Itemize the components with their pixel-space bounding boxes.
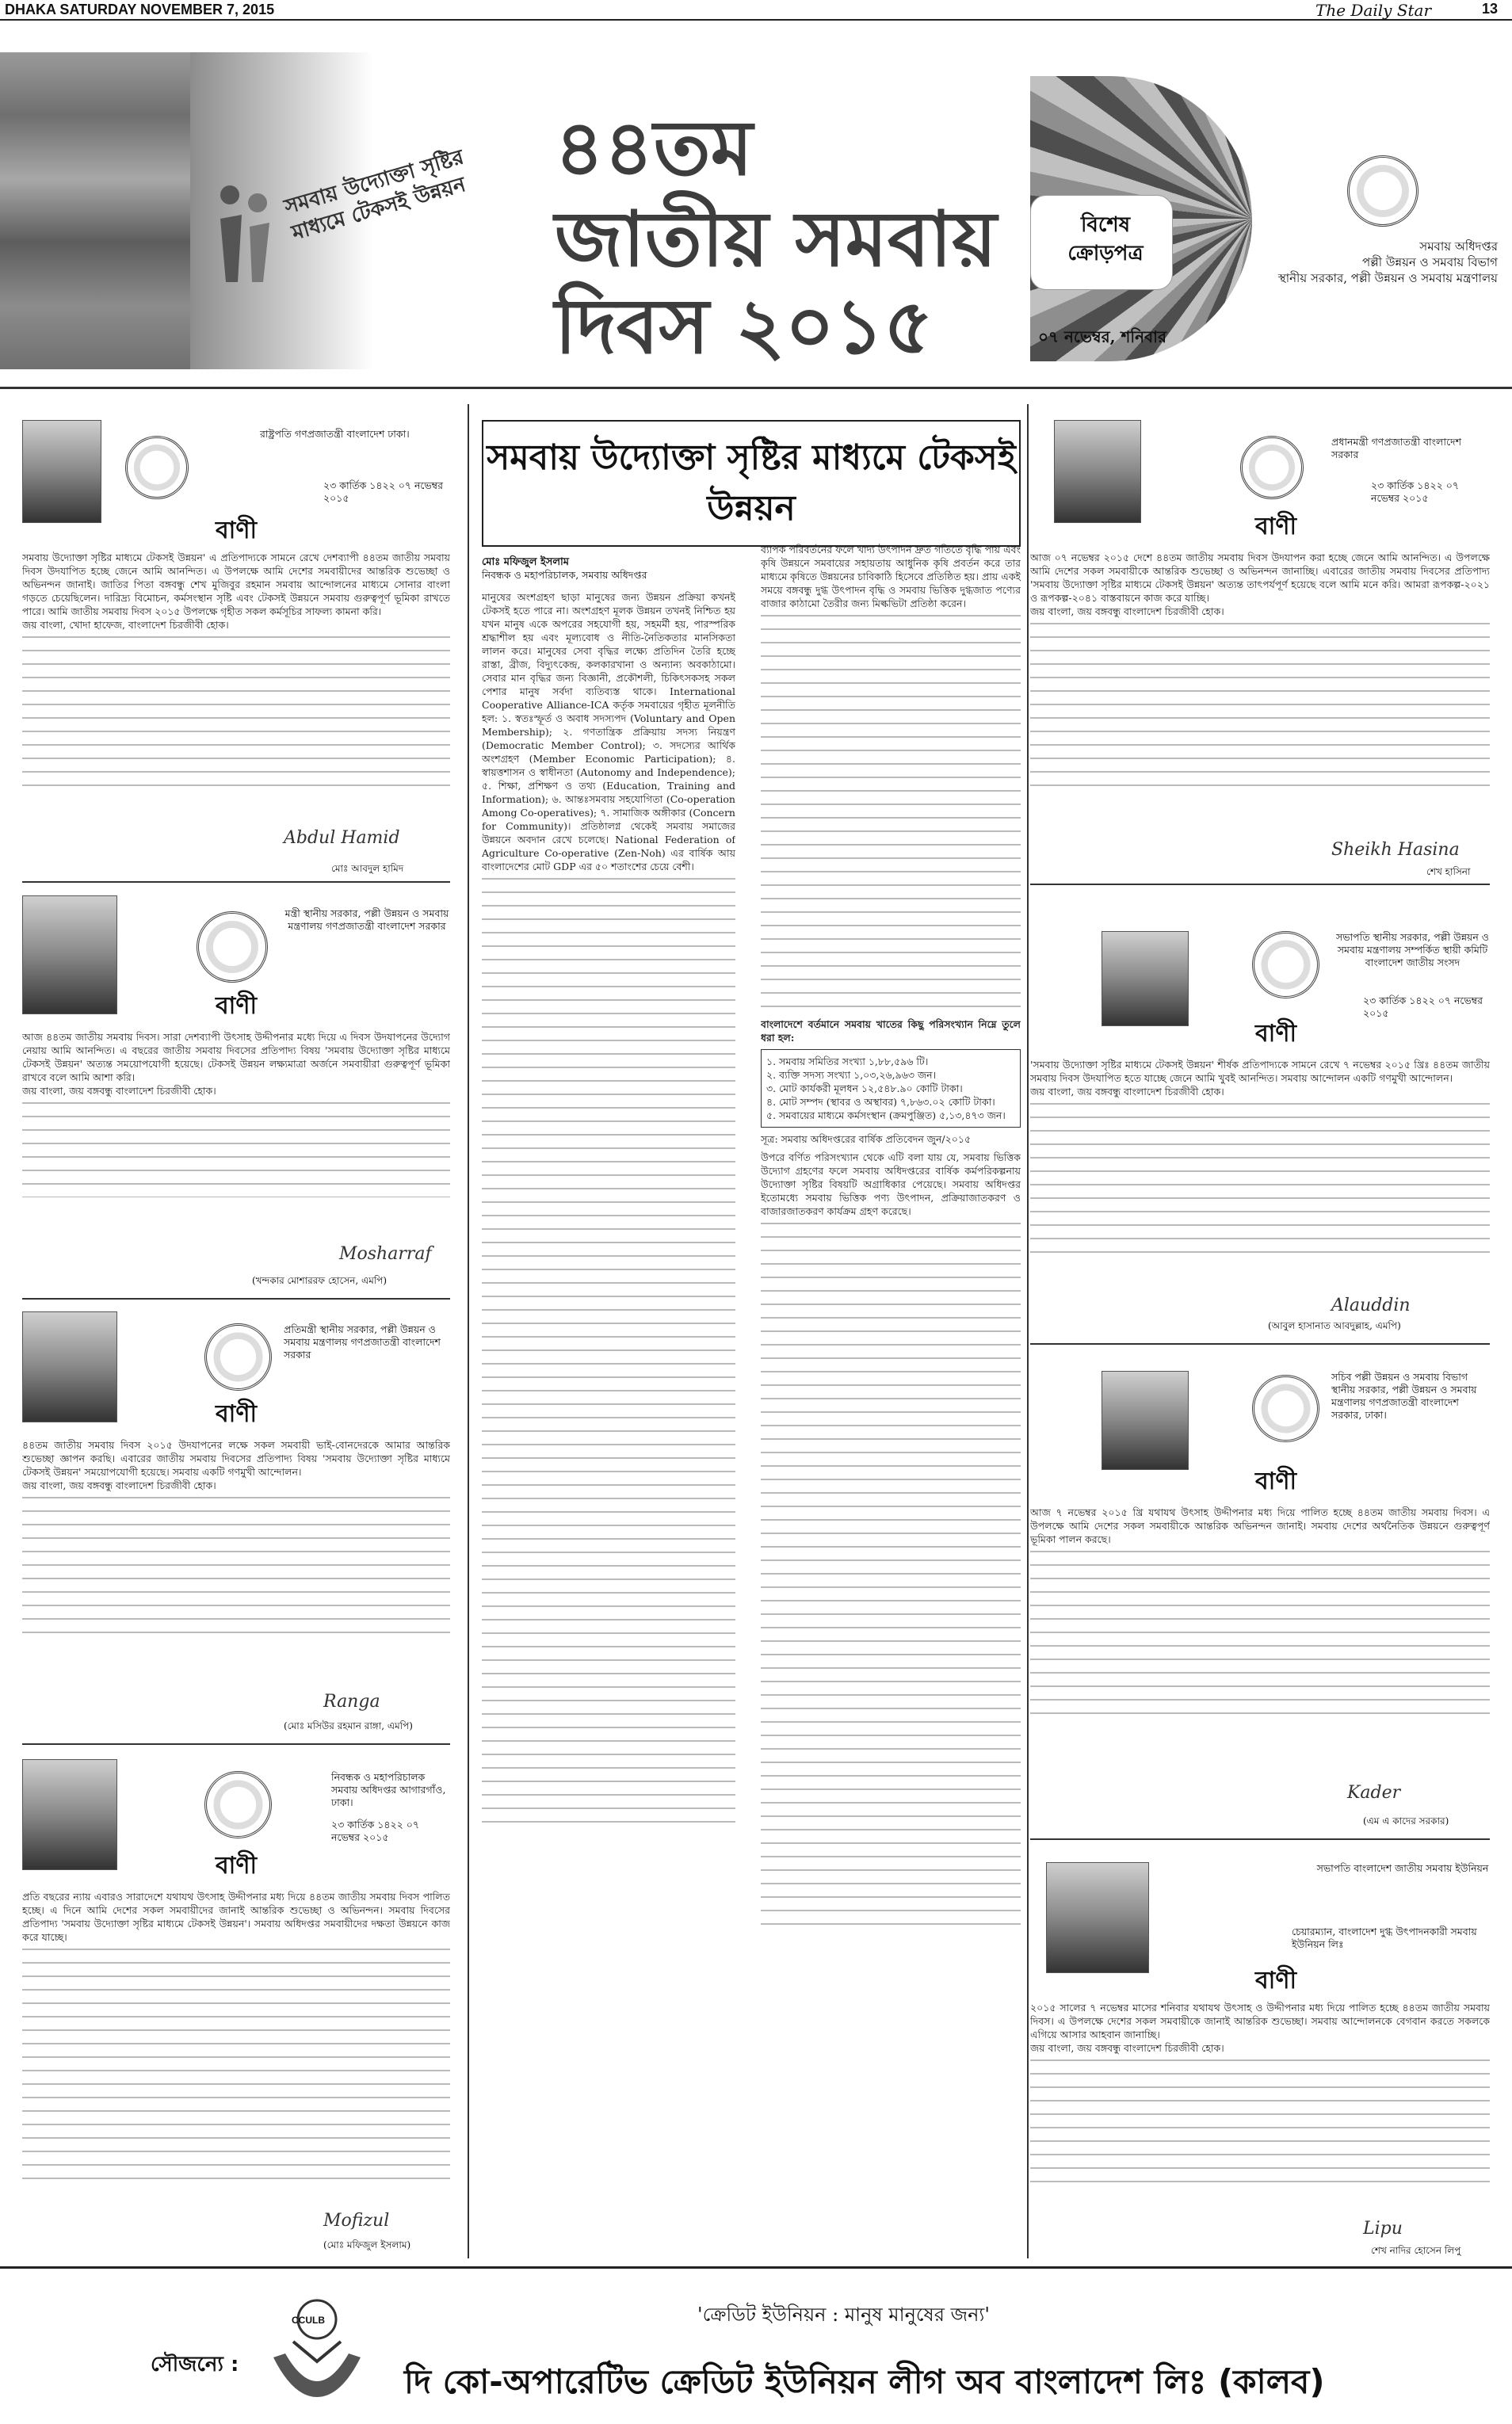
dateline: DHAKA SATURDAY NOVEMBER 7, 2015 <box>5 2 275 17</box>
msg3-name: (এম এ কাদের সরকার) <box>1363 1815 1449 1827</box>
stat-item: ৫. সমবায়ের মাধ্যমে কর্মসংস্থান (ক্রমপুঞ্জিত) ৫,১৩,৪৭৩ জন। <box>766 1109 1006 1121</box>
msg1-date: ২৩ কার্তিক ১৪২২ ০৭ নভেম্বর ২০১৫ <box>323 479 443 504</box>
secretary-seal-icon <box>1252 1375 1319 1442</box>
president-seal-icon <box>125 436 189 499</box>
stats-source: সূত্র: সমবায় অধিদপ্তরের বার্ষিক প্রতিবেদন জুন/২০১৫ <box>761 1133 972 1145</box>
article-author-role: নিবন্ধক ও মহাপরিচালক, সমবায় অধিদপ্তর <box>482 569 647 581</box>
msg2-heading: বাণী <box>215 992 258 1020</box>
article-col-1: মানুষের অংশগ্রহণ ছাড়া মানুষের জন্য উন্নয়ন প্রক্রিয়া কখনই টেকসই হতে পারে না। অংশগ্রহণ মূলক উন্নয়ন তখনই নিশ্চিত হয় যখন মানুষ একে অপরের সহযোগী হয়, সহমর্মী হয়, পারস্পরিক শ্রদ্ধাশীল হয় এবং মূল্যবোধ ও নীতি-নৈতিকতার মানসিকতা লালন করে। মানুষের সেবা বৃদ্ধির লক্ষ্যে প্রতিদিন তৈরি হচ্ছে রাস্তা, ব্রীজ, বিদ্যুৎকেন্দ্র, কলকারখানা ও অন্যান্য অবকাঠামো। সেবার মান বৃদ্ধির জন্য বিজ্ঞানী, প্রকৌশলী, চিকিৎসকসহ সকল পেশার মানুষ সর্বদা ব্যতিব্যস্ত থাকে। International Cooperative Alliance-ICA কর্তৃক সমবায়ের গৃহীত মূলনীতি হল: ১. স্বতঃস্ফূর্ত ও অবাধ সদস্যপদ (Voluntary and Open Membership); ২. গণতান্ত্রিক প্রক্রিয়ায় সদস্য নিয়ন্ত্রণ (Democratic Member Control); ৩. সদস্যের আর্থিক অংশগ্রহণ (Member Economic Participation); ৪. স্বায়ত্তশাসন ও স্বাধীনতা (Autonomy and Independence); ৫. শিক্ষা, প্রশিক্ষণ ও তথ্য (Education, Training and Information); ৬. আন্তঃসমবায় সহযোগিতা (Co-operation Among Co-operatives); ৭. সামাজিক অঙ্গীকার (Concern for Community)। প্রতিষ্ঠালগ্ন থেকেই সমবায় সমাজের উন্নয়নে অবদান রেখে চলেছে। National Federation of Agriculture Co-operative (Zen-Noh) এর বার্ষিক আয় বাংলাদেশের মোট GDP এর ৫০ শতাংশের চেয়ে বেশী। <box>482 590 735 2254</box>
title-line-3: দিবস ২০১৫ <box>555 282 934 371</box>
msg3-role: সচিব পল্লী উন্নয়ন ও সমবায় বিভাগ স্থানীয় সরকার, পল্লী উন্নয়ন ও সমবায় মন্ত্রণালয় গণপ্রজাতন্ত্রী বাংলাদেশ সরকার, ঢাকা। <box>1331 1371 1477 1421</box>
msg2-name: (খন্দকার মোশাররফ হোসেন, এমপি) <box>252 1275 388 1286</box>
page-header <box>0 0 1512 21</box>
msg4-role: নিবন্ধক ও মহাপরিচালক সমবায় অধিদপ্তর আগারগাঁও, ঢাকা। <box>331 1771 446 1808</box>
prime-minister-seal-icon <box>1240 436 1304 499</box>
msg4-date: ২৩ কার্তিক ১৪২২ ০৭ নভেম্বর ২০১৫ <box>331 1819 419 1843</box>
msg3-signature: Ranga <box>323 1692 380 1712</box>
stats-title: বাংলাদেশে বর্তমানে সমবায় খাতের কিছু পরিসংখ্যান নিম্নে তুলে ধরা হল: <box>761 1018 1021 1044</box>
msg4-name: (মোঃ মফিজুল ইসলাম) <box>323 2239 411 2250</box>
registrar-photo <box>22 1759 117 1870</box>
msg4-body: ২০১৫ সালের ৭ নভেম্বর মাসের শনিবার যথাযথ উৎসাহ ও উদ্দীপনার মধ্য দিয়ে পালিত হচ্ছে ৪৪তম জাতীয় সমবায় দিবস। এ উপলক্ষে দেশের সকল সমবায়ীকে জানাই আন্তরিক শুভেচ্ছা। সমবায় আন্দোলনকে বেগবান করতে সকলকে এগিয়ে আসার আহবান জানাচ্ছি। জয় বাংলা, জয় বঙ্গবন্ধু বাংলাদেশ চিরজীবী হোক। <box>1030 2001 1490 2239</box>
msg1-heading: বাণী <box>1254 513 1297 540</box>
msg1-date: ২৩ কার্তিক ১৪২২ ০৭ নভেম্বর ২০১৫ <box>1371 479 1459 504</box>
msg4-body: প্রতি বছরের ন্যায় এবারও সারাদেশে যথাযথ উৎসাহ উদ্দীপনার মধ্য দিয়ে ৪৪তম জাতীয় সমবায় দিবস পালিত হচ্ছে। এ দিনে আমি দেশের সকল সমবায়ীদের জানাই আন্তরিক শুভেচ্ছা ও অভিনন্দন। সমবায় দিবসের প্রতিপাদ্য 'সমবায় উদ্যোক্তা সৃষ্টির মাধ্যমে টেকসই উন্নয়ন'। সমবায় অধিদপ্তর সমবায়ীদের দক্ষতা উন্নয়নে কাজ করে যাচ্ছে। <box>22 1890 450 2207</box>
prime-minister-photo <box>1054 420 1141 523</box>
article-col-2: ব্যাপক পরিবর্তনের ফলে খাদ্য উৎপাদন দ্রুত গতিতে বৃদ্ধি পায় এবং কৃষি উন্নয়নে সমবায়ের সহায়তায় আধুনিক কৃষি প্রবর্তন করে তার মাধ্যমে কৃষিতে উন্নয়নের চাবিকাঠি হিসেবে প্রতিষ্ঠিত হয়। প্রায় একই সময়ে বঙ্গবন্ধু দুগ্ধ উৎপাদন বৃদ্ধি ও সমবায় ভিত্তিক দুগ্ধজাত পণ্যের বাজার কাঠামো তৈরীর জন্য মিল্কভিটা প্রতিষ্ঠা করেন। বাংলাদেশে বর্তমানে সমবায় খাতের কিছু পরিসংখ্যান নিম্নে তুলে ধরা হল: ১. সমবায় সমিতির সংখ্যা ১,৮৮,৫৯৬ টি। ২. ব্যক্তি সদস্য সংখ্যা ১,০৩,২৬,৯৬৩ জন। ৩. মোট কার্যকরী মূলধন ১২,৫৪৮.৯০ কোটি টাকা। ৪. মোট সম্পদ (স্থাবর ও অস্থাবর) ৭,৮৬৩.০২ কোটি টাকা। ৫. সমবায়ের মাধ্যমে কর্মসংস্থান (ক্রমপুঞ্জিত) ৫,১৩,৪৭৩ জন। সূত্র: সমবায় অধিদপ্তরের বার্ষিক প্রতিবেদন জুন/২০১৫ উপরে বর্ণিত পরিসংখ্যান থেকে এটি বলা যায় যে, সমবায় ভিত্তিক উদ্যোগ গ্রহণের ফলে সমবায় অধিদপ্তরের বার্ষিক কর্মপরিকল্পনায় উদ্যোক্তা সৃষ্টির বিষয়টি অগ্রাধিকার পেয়েছে। সমবায় অধিদপ্তর ইতোমধ্যে সমবায় ভিত্তিক পণ্য উৎপাদন, প্রক্রিয়াজাতকরণ ও বাজারজাতকরণ কার্যক্রম গ্রহণ করেছে। <box>761 543 1021 2254</box>
masthead: The Daily Star <box>1315 1 1432 20</box>
msg3-name: (মোঃ মসিউর রহমান রাঙ্গা, এমপি) <box>284 1720 413 1731</box>
msg4-name: শেখ নাদির হোসেন লিপু <box>1371 2245 1461 2256</box>
stat-item: ২. ব্যক্তি সদস্য সংখ্যা ১,০৩,২৬,৯৬৩ জন। <box>766 1069 937 1081</box>
committee-seal-icon <box>1252 931 1319 998</box>
org-line-1: সমবায় অধিদপ্তর <box>1419 239 1498 254</box>
title-line-1: ৪৪তম <box>555 104 753 193</box>
banner-date: ০৭ নভেম্বর, শনিবার <box>1038 327 1166 346</box>
title-line-2: জাতীয় সমবায় <box>555 195 997 284</box>
committee-chair-photo <box>1102 931 1189 1026</box>
msg4-role2: চেয়ারম্যান, বাংলাদেশ দুগ্ধ উৎপাদনকারী সমবায় ইউনিয়ন লিঃ <box>1292 1926 1477 1950</box>
people-logo-icon <box>214 179 277 290</box>
registrar-seal-icon <box>204 1771 272 1838</box>
msg3-heading: বাণী <box>215 1400 258 1428</box>
supplement-banner <box>0 29 1512 377</box>
msg1-heading: বাণী <box>215 517 258 544</box>
msg1-signature: Sheikh Hasina <box>1331 840 1460 860</box>
msg1-body: আজ ০৭ নভেম্বর ২০১৫ দেশে ৪৪তম জাতীয় সমবায় দিবস উদযাপন করা হচ্ছে জেনে আমি আনন্দিত। এ উপলক্ষে আমি দেশের সকল সমবায়ীকে আন্তরিক শুভেচ্ছা ও অভিনন্দন জানাচ্ছি। এবারের জাতীয় সমবায় দিবসের প্রতিপাদ্য 'সমবায় উদ্যোক্তা সৃষ্টির মাধ্যমে টেকসই উন্নয়ন' অত্যন্ত তাৎপর্যপূর্ণ হয়েছে বলে আমি মনে করি। আমরা রূপকল্প-২০২১ ও রূপকল্প-২০৪১ বাস্তবায়নে কাজ করে যাচ্ছি। জয় বাংলা, জয় বঙ্গবন্ধু বাংলাদেশ চিরজীবী হোক। <box>1030 551 1490 836</box>
page-number: 13 <box>1482 1 1499 17</box>
state-minister-photo <box>22 1311 117 1422</box>
state-minister-seal-icon <box>204 1323 272 1391</box>
secretary-photo <box>1102 1371 1189 1470</box>
sponsor-label: সৌজন্যে : <box>151 2353 239 2376</box>
msg2-heading: বাণী <box>1254 1020 1297 1048</box>
banner-rule <box>0 387 1512 389</box>
photo-collage <box>0 52 190 369</box>
minister-seal-icon <box>197 911 268 983</box>
msg1-body: সমবায় উদ্যোক্তা সৃষ্টির মাধ্যমে টেকসই উন্নয়ন' এ প্রতিপাদ্যকে সামনে রেখে দেশব্যাপী ৪৪তম জাতীয় সমবায় দিবস উদযাপিত হচ্ছে জেনে আমি আনন্দিত। এ উপলক্ষে আমি দেশের সমবায়ীদের আন্তরিক শুভেচ্ছা ও অভিনন্দন জানাই। জাতির পিতা বঙ্গবন্ধু শেখ মুজিবুর রহমান সমবায় আন্দোলনের মাধ্যমে সোনার বাংলা গড়তে চেয়েছিলেন। দারিদ্র্য বিমোচন, কর্মসংস্থান সৃষ্টি এবং টেকসই উন্নয়নে সমবায় গুরুত্বপূর্ণ ভূমিকা রাখতে পারে। আমি জাতীয় সমবায় দিবস ২০১৫ উপলক্ষে গৃহীত সকল কর্মসূচির সাফল্য কামনা করি। জয় বাংলা, খোদা হাফেজ, বাংলাদেশ চিরজীবী হোক। <box>22 551 450 820</box>
msg2-signature: Mosharraf <box>339 1244 432 1264</box>
msg3-body: আজ ৭ নভেম্বর ২০১৫ খ্রি যথাযথ উৎসাহ উদ্দীপনার মধ্য দিয়ে পালিত হচ্ছে ৪৪তম জাতীয় সমবায় দিবস। এ উপলক্ষে আমি দেশের সকল সমবায়ীকে আন্তরিক অভিনন্দন জানাই। সমবায় দেশের অর্থনৈতিক উন্নয়নে গুরুত্বপূর্ণ ভূমিকা পালন করছে। <box>1030 1506 1490 1775</box>
msg2-body: আজ ৪৪তম জাতীয় সমবায় দিবস। সারা দেশব্যাপী উৎসাহ উদ্দীপনার মধ্যে দিয়ে এ দিবস উদযাপনের উদ্যোগ নেয়ায় আমি আনন্দিত। এ বছরের জাতীয় সমবায় দিবসের প্রতিপাদ্য বিষয় 'সমবায় উদ্যোক্তা সৃষ্টির মাধ্যমে টেকসই উন্নয়ন' অত্যন্ত সময়োপযোগী হয়েছে। টেকসই উন্নয়ন লক্ষ্যমাত্রা অর্জনে সমবায়ীরা গুরুত্বপূর্ণ ভূমিকা রাখবে বলে আমি আশা করি। জয় বাংলা, জয় বঙ্গবন্ধু বাংলাদেশ চিরজীবী হোক। <box>22 1030 450 1236</box>
stat-item: ৩. মোট কার্যকরী মূলধন ১২,৫৪৮.৯০ কোটি টাকা। <box>766 1082 963 1094</box>
article-col-2-cont: উপরে বর্ণিত পরিসংখ্যান থেকে এটি বলা যায় যে, সমবায় ভিত্তিক উদ্যোগ গ্রহণের ফলে সমবায় অধিদপ্তরের বার্ষিক কর্মপরিকল্পনায় উদ্যোক্তা সৃষ্টির বিষয়টি অগ্রাধিকার পেয়েছে। সমবায় অধিদপ্তর ইতোমধ্যে সমবায় ভিত্তিক পণ্য উৎপাদন, প্রক্রিয়াজাতকরণ ও বাজারজাতকরণ কার্যক্রম গ্রহণ করেছে। <box>761 1151 1021 1217</box>
msg1-role: রাষ্ট্রপতি গণপ্রজাতন্ত্রী বাংলাদেশ ঢাকা। <box>260 428 410 440</box>
sponsor-footer <box>0 2266 1512 2424</box>
footer-org-name: দি কো-অপারেটিভ ক্রেডিট ইউনিয়ন লীগ অব বাংলাদেশ লিঃ (কালব) <box>404 2362 1325 2401</box>
president-photo <box>22 420 101 523</box>
msg2-date: ২৩ কার্তিক ১৪২২ ০৭ নভেম্বর ২০১৫ <box>1363 994 1483 1019</box>
cculb-logo-icon <box>262 2286 372 2405</box>
footer-slogan: 'ক্রেডিট ইউনিয়ন : মানুষ মানুষের জন্য' <box>697 2304 990 2326</box>
msg3-heading: বাণী <box>1254 1468 1297 1495</box>
government-seal-icon <box>1347 155 1418 227</box>
msg2-signature: Alauddin <box>1331 1296 1411 1315</box>
msg1-name: শেখ হাসিনা <box>1426 866 1471 877</box>
msg4-heading: বাণী <box>215 1852 258 1880</box>
stat-item: ১. সমবায় সমিতির সংখ্যা ১,৮৮,৫৯৬ টি। <box>766 1055 929 1067</box>
msg2-body: 'সমবায় উদ্যোক্তা সৃষ্টির মাধ্যমে টেকসই উন্নয়ন' শীর্ষক প্রতিপাদ্যকে সামনে রেখে ৭ নভেম্বর ২০১৫ খ্রিঃ ৪৪তম জাতীয় সমবায় দিবস উদযাপিত হতে যাচ্ছে জেনে আমি খুবই আনন্দিত। সমবায় আন্দোলন একটি গণমুখী আন্দোলন। জয় বাংলা, জয় বঙ্গবন্ধু বাংলাদেশ চিরজীবী হোক। <box>1030 1058 1490 1311</box>
msg4-signature: Mofizul <box>323 2211 390 2231</box>
supplement-label: বিশেষ ক্রোড়পত্র <box>1067 213 1144 265</box>
msg4-heading: বাণী <box>1254 1967 1297 1995</box>
article-title: সমবায় উদ্যোক্তা সৃষ্টির মাধ্যমে টেকসই উন্নয়ন <box>482 420 1021 547</box>
msg1-name: মোঃ আবদুল হামিদ <box>331 863 404 874</box>
msg3-role: প্রতিমন্ত্রী স্থানীয় সরকার, পল্লী উন্নয়ন ও সমবায় মন্ত্রণালয় গণপ্রজাতন্ত্রী বাংলাদেশ সরকার <box>284 1323 441 1361</box>
msg2-role: সভাপতি স্থানীয় সরকার, পল্লী উন্নয়ন ও সমবায় মন্ত্রণালয় সম্পর্কিত স্থায়ী কমিটি বাংলাদেশ জাতীয় সংসদ <box>1335 931 1489 968</box>
msg2-name: (আবুল হাসানাত আবদুল্লাহ, এমপি) <box>1268 1320 1401 1331</box>
msg3-signature: Kader <box>1347 1783 1401 1803</box>
msg4-role: সভাপতি বাংলাদেশ জাতীয় সমবায় ইউনিয়ন <box>1316 1862 1489 1874</box>
stats-box <box>761 1049 1021 1128</box>
msg4-signature: Lipu <box>1363 2219 1403 2239</box>
logo-text: CCULB <box>292 2315 325 2326</box>
banner-theme: সমবায় উদ্যোক্তা সৃষ্টির মাধ্যমে টেকসই উন্নয়ন <box>281 145 469 246</box>
msg3-body: ৪৪তম জাতীয় সমবায় দিবস ২০১৫ উদযাপনের লক্ষে সকল সমবায়ী ভাই-বোনদেরকে আমার আন্তরিক শুভেচ্ছা জ্ঞাপন করছি। এবারের জাতীয় সমবায় দিবসের প্রতিপাদ্য বিষয় 'সমবায় উদ্যোক্তা সৃষ্টির মাধ্যমে টেকসই উন্নয়ন' সময়োপযোগী হয়েছে। সমবায় একটি গণমুখী আন্দোলন। জয় বাংলা, জয় বঙ্গবন্ধু বাংলাদেশ চিরজীবী হোক। <box>22 1438 450 1692</box>
stat-item: ৪. মোট সম্পদ (স্থাবর ও অস্থাবর) ৭,৮৬৩.০২ কোটি টাকা। <box>766 1096 995 1108</box>
union-chair-photo <box>1046 1862 1149 1973</box>
msg1-signature: Abdul Hamid <box>284 828 400 848</box>
org-line-2: পল্লী উন্নয়ন ও সমবায় বিভাগ <box>1361 255 1498 269</box>
msg2-role: মন্ত্রী স্থানীয় সরকার, পল্লী উন্নয়ন ও সমবায় মন্ত্রণালয় গণপ্রজাতন্ত্রী বাংলাদেশ সরকার <box>284 907 449 932</box>
minister-photo <box>22 895 117 1014</box>
msg1-role: প্রধানমন্ত্রী গণপ্রজাতন্ত্রী বাংলাদেশ সরকার <box>1331 436 1461 460</box>
article-author: মোঃ মফিজুল ইসলাম <box>482 556 570 568</box>
org-line-3: স্থানীয় সরকার, পল্লী উন্নয়ন ও সমবায় মন্ত্রণালয় <box>1277 271 1498 285</box>
